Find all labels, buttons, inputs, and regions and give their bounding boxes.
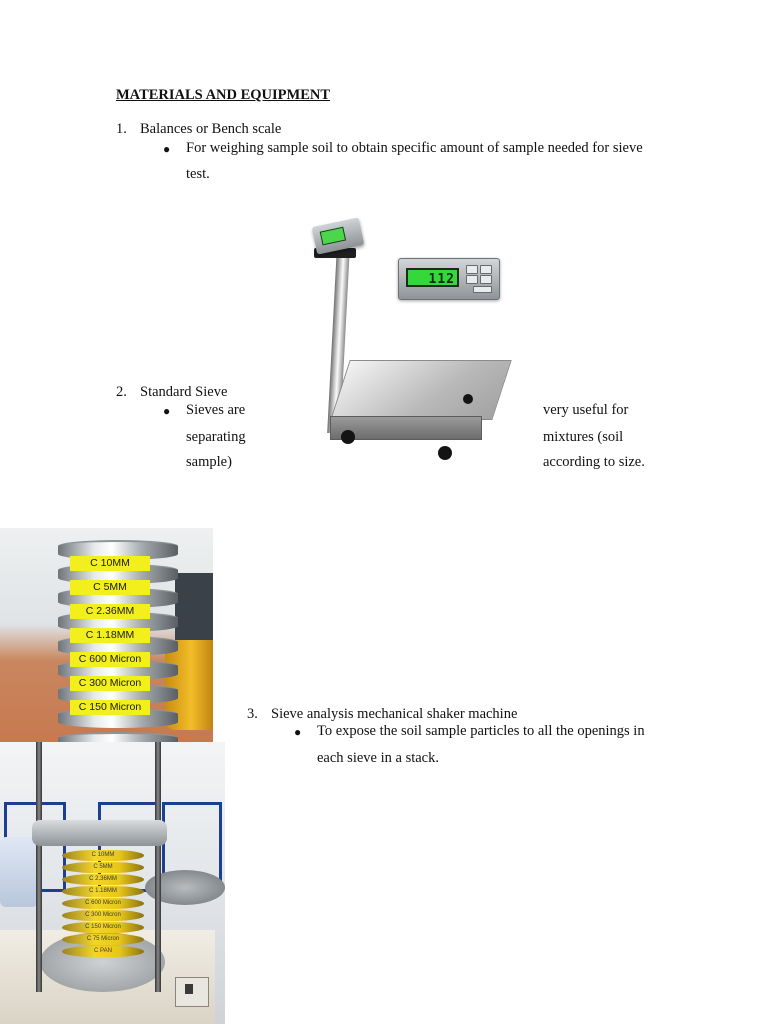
plastic-bag [0, 837, 38, 907]
shaker-rod [155, 742, 161, 992]
scale-foot [341, 430, 355, 444]
item-2-right-line-2: mixtures (soil [543, 429, 624, 445]
shaker-rod [36, 742, 42, 992]
shaker-sieve-label: C 2.36MM [62, 874, 144, 885]
item-3-bullet-line-1: To expose the soil sample particles to all the openings in [317, 723, 645, 739]
item-2-left-line-1: Sieves are [186, 402, 246, 418]
scale-foot [463, 394, 473, 404]
item-1-bullet-line-1: For weighing sample soil to obtain specific amount of sample needed for sieve [186, 140, 643, 156]
item-3-number: 3. [247, 706, 258, 722]
sieve-label: C 150 Micron [70, 700, 150, 715]
item-2-left-line-3: sample) [186, 454, 232, 470]
scale-platform [330, 360, 511, 420]
item-3-title: Sieve analysis mechanical shaker machine [271, 706, 518, 722]
shaker-sieve-label: C 300 Micron [62, 910, 144, 921]
background-box [175, 573, 213, 643]
bullet-icon: ● [163, 142, 171, 156]
shaker-sieve-label: C 10MM [62, 850, 144, 861]
shaker-sieve-label: C 600 Micron [62, 898, 144, 909]
bullet-icon: ● [294, 725, 302, 739]
scale-display [398, 258, 500, 300]
item-2-number: 2. [116, 384, 127, 400]
scale-indicator-head [312, 217, 365, 254]
sieve-label: C 600 Micron [70, 652, 150, 667]
shaker-sieve-label: C PAN [62, 946, 144, 957]
shaker-sieve-label: C 5MM [62, 862, 144, 873]
shaker-sieve-label: C 1.18MM [62, 886, 144, 897]
shaker-sieve-label: C 75 Micron [62, 934, 144, 945]
item-1-bullet-line-2: test. [186, 166, 210, 182]
item-1-number: 1. [116, 121, 127, 137]
item-2-right-line-1: very useful for [543, 402, 629, 418]
item-2-title: Standard Sieve [140, 384, 228, 400]
item-2-left-line-2: separating [186, 429, 246, 445]
sieve-label: C 1.18MM [70, 628, 150, 643]
item-3-bullet-line-2: each sieve in a stack. [317, 750, 439, 766]
bench-scale-image [308, 218, 523, 468]
shaker-control-panel [175, 977, 209, 1007]
sieve-label: C 5MM [70, 580, 150, 595]
sieve-stack-image [0, 528, 213, 742]
sieve-label: C 10MM [70, 556, 150, 571]
section-heading: MATERIALS AND EQUIPMENT [116, 87, 331, 103]
scale-reading: 112 [406, 268, 459, 287]
bullet-icon: ● [163, 404, 171, 418]
item-1-title: Balances or Bench scale [140, 121, 282, 137]
shaker-clamp [32, 820, 167, 846]
sieve-label: C 300 Micron [70, 676, 150, 691]
sieve-label: C 2.36MM [70, 604, 150, 619]
shaker-sieve-label: C 150 Micron [62, 922, 144, 933]
sieve-shaker-image [0, 742, 225, 1024]
scale-foot [438, 446, 452, 460]
item-2-right-line-3: according to size. [543, 454, 645, 470]
